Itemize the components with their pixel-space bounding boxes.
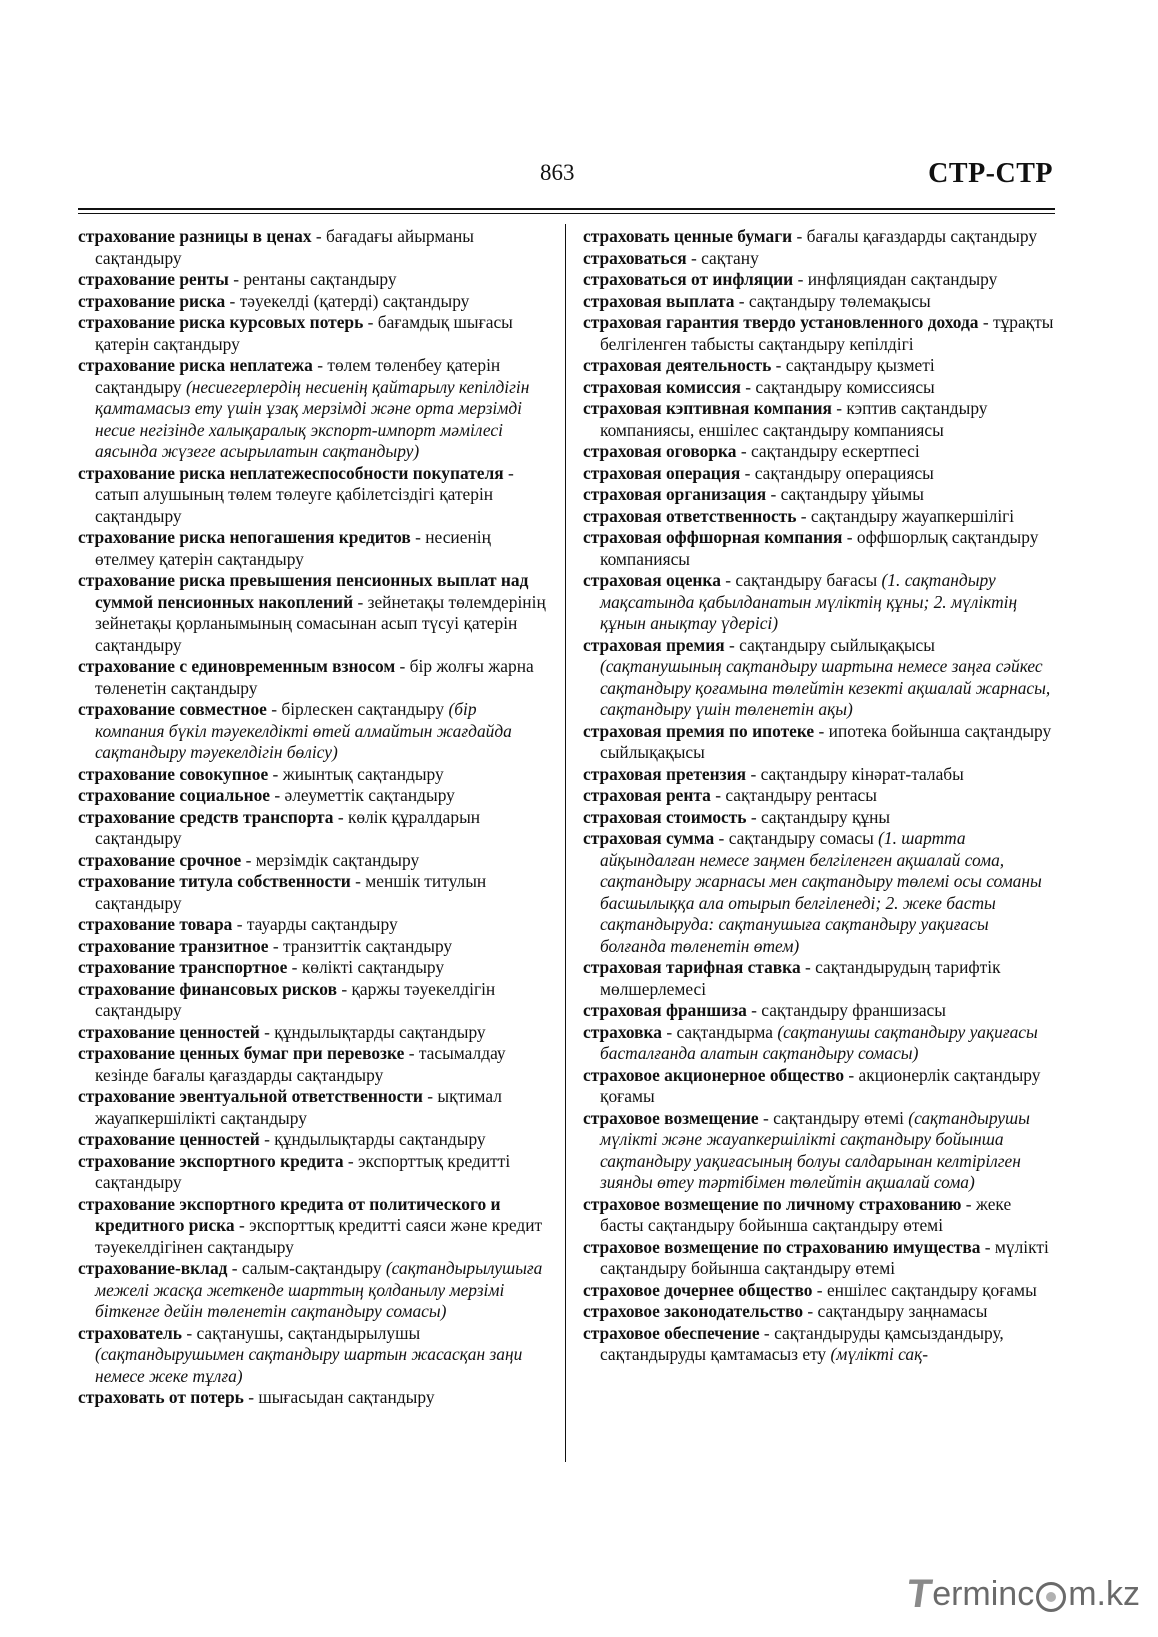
entry-term: страхование совокупное: [78, 763, 269, 784]
entry-definition: - салым-сақтандыру: [227, 1258, 386, 1278]
entry-term: страховое обеспечение: [583, 1322, 760, 1343]
entry-note: (несиегерлердің несиенің қайтарылу кепілдігін қамтамасыз ету үшін ұзақ мерзімді және орта мерзімді несие негізінде халықаралық экспорт-импорт мәмілесі аясында жүзеге асырылатын сақтандыру): [95, 376, 530, 461]
entry-term: страхование социальное: [78, 785, 271, 805]
entry-term: страхование совместное: [78, 699, 267, 719]
dictionary-entry: [583, 226, 1055, 248]
entry-definition: - сақтану: [686, 247, 759, 268]
entry-definition: - акционерлік сақтандыру қоғамы: [600, 1064, 1041, 1106]
entry-term: страхование товара: [78, 914, 233, 934]
entry-note: (сақтандырушымен сақтандыру шартын жасасқан заңи немесе жеке тұлға): [95, 1344, 523, 1386]
dictionary-entry: [583, 398, 1055, 441]
watermark-o-icon: [1036, 1582, 1066, 1612]
entry-note: (бір компания бүкіл тәуекелдікті өтей алмайтын жағдайда сақтандыру тәуекелдігін бөлісу): [95, 699, 512, 762]
dictionary-entry: [583, 807, 1055, 829]
entry-definition: - тәуекелді (қатерді) сақтандыру: [225, 290, 470, 311]
entry-term: страхование экспортного кредита от политического и кредитного риска: [78, 1193, 501, 1235]
dictionary-entry: [78, 1151, 548, 1194]
entry-definition: - сақтандыру өтемі: [758, 1107, 909, 1128]
entry-term: страхование экспортного кредита: [78, 1150, 344, 1171]
entry-term: страховая оценка: [583, 570, 721, 590]
entry-definition: - сатып алушының төлем төлеуге қабілетсіздігі қатерін сақтандыру: [95, 462, 514, 526]
dictionary-entry: [78, 291, 548, 313]
dictionary-entry: [583, 312, 1055, 355]
entry-definition: - сақтандырма: [661, 1021, 778, 1042]
entry-term: страховая комиссия: [583, 376, 741, 397]
entry-term: страховое возмещение по страхованию имущества: [583, 1236, 981, 1257]
dictionary-entry: [583, 484, 1055, 506]
entry-term: страхование финансовых рисков: [78, 978, 337, 999]
entry-term: страховая ответственность: [583, 505, 797, 526]
dictionary-entry: [78, 656, 548, 699]
entry-definition: - бағамдық шығасы қатерін сақтандыру: [95, 312, 513, 354]
dictionary-entry: [78, 1194, 548, 1259]
entry-note: (мүлікті сақ-: [830, 1344, 929, 1364]
entry-definition: - сақтандыру қызметі: [771, 355, 935, 375]
entry-term: страхование риска неплатежеспособности покупателя: [78, 462, 504, 483]
entry-definition: - меншік титулын сақтандыру: [95, 871, 487, 913]
entry-term: страховая стоимость: [583, 806, 747, 827]
dictionary-entry: [78, 871, 548, 914]
entry-definition: - сақтандыру бағасы: [720, 570, 882, 590]
column-divider: [565, 224, 566, 1462]
dictionary-entry: [583, 506, 1055, 528]
entry-term: страховая премия по ипотеке: [583, 720, 815, 741]
entry-term: страхование эвентуальной ответственности: [78, 1086, 423, 1106]
entry-term: страховая организация: [583, 484, 767, 504]
dictionary-entry: [583, 1301, 1055, 1323]
entry-term: страховая рента: [583, 785, 711, 805]
dictionary-entry: [583, 291, 1055, 313]
entry-term: страхование риска неплатежа: [78, 355, 313, 375]
header-rule-thin: [78, 213, 1055, 214]
entry-definition: - ықтимал жауапкершілікті сақтандыру: [95, 1086, 502, 1128]
entry-term: страховое дочернее общество: [583, 1279, 813, 1300]
entry-term: страховать ценные бумаги: [583, 226, 793, 246]
entry-definition: - сақтандыру төлемақысы: [734, 290, 931, 311]
entry-definition: - оффшорлық сақтандыру компаниясы: [600, 527, 1039, 569]
entry-term: страхование-вклад: [78, 1258, 228, 1278]
entry-note: (сақтанушының сақтандыру шартына немесе заңға сәйкес сақтандыру қоғамына төлейтін кезекті ақшалай жарнасы, сақтандыру үшін төленетін ақы): [600, 656, 1051, 719]
dictionary-entry: [78, 699, 548, 764]
entry-definition: - инфляциядан сақтандыру: [793, 269, 998, 289]
entry-note: (1. сақтандыру мақсатында қабылданатын мүліктің құны; 2. мүліктің құнын анықтау үдерісі): [600, 570, 1018, 633]
entry-definition: - қаржы тәуекелдігін сақтандыру: [95, 978, 496, 1020]
entry-term: страхование транспортное: [78, 957, 288, 977]
watermark-text-post: m.kz: [1068, 1575, 1140, 1613]
entry-definition: - еншілес сақтандыру қоғамы: [812, 1279, 1037, 1300]
entry-definition: - тұрақты белгіленген табысты сақтандыру кепілдігі: [600, 312, 1054, 354]
entry-definition: - жеке басты сақтандыру бойынша сақтандыру өтемі: [600, 1193, 1012, 1235]
entry-term: страховое законодательство: [583, 1301, 804, 1321]
watermark-text-pre: erminc: [932, 1575, 1035, 1613]
dictionary-entry: [78, 1043, 548, 1086]
dictionary-entry: [583, 441, 1055, 463]
entry-definition: - сақтандыру ұйымы: [766, 484, 924, 504]
entry-term: страховая претензия: [583, 763, 747, 784]
entry-definition: - сақтандыру операциясы: [740, 462, 934, 483]
entry-term: страховая тарифная ставка: [583, 957, 801, 977]
entry-term: страховая премия: [583, 634, 725, 655]
entry-note: (сақтандырушы мүлікті және жауапкершілікті сақтандыру бойынша сақтандыру уақиғасының болуы салдарынан келтірілген зиянды өтеу тәртібімен төлейтін ақшалай сома): [600, 1107, 1030, 1192]
entry-definition: - көлік құралдарын сақтандыру: [95, 806, 481, 848]
entry-definition: - сақтандыру рентасы: [710, 785, 877, 805]
entry-term: страхование транзитное: [78, 935, 269, 956]
dictionary-entry: [583, 355, 1055, 377]
section-label: СТР-СТР: [928, 158, 1053, 189]
entry-definition: - бағадағы айырманы сақтандыру: [95, 226, 474, 268]
entry-definition: - сақтандыру заңнамасы: [803, 1301, 988, 1321]
entry-definition: - мүлікті сақтандыру бойынша сақтандыру өтемі: [600, 1236, 1049, 1278]
dictionary-entry: [583, 1237, 1055, 1280]
entry-definition: - сақтандыру комиссиясы: [740, 376, 935, 397]
entry-term: страхование ренты: [78, 269, 229, 289]
dictionary-entry: [78, 463, 548, 528]
entry-definition: - тасымалдау кезінде бағалы қағаздарды сақтандыру: [95, 1043, 506, 1085]
entry-term: страховая оговорка: [583, 441, 737, 461]
entry-term: страховая кэптивная компания: [583, 398, 832, 418]
dictionary-entry: [583, 828, 1055, 957]
entry-term: страховаться от инфляции: [583, 269, 794, 289]
dictionary-entry: [78, 914, 548, 936]
entry-term: страховая сумма: [583, 828, 715, 848]
entry-definition: - сақтанушы, сақтандырылушы: [182, 1322, 421, 1343]
right-column: [583, 226, 1055, 1366]
entry-term: страховая франшиза: [583, 1000, 747, 1020]
entry-term: страховая деятельность: [583, 355, 772, 375]
entry-definition: - сақтандырудың тарифтік мөлшерлемесі: [600, 957, 1001, 999]
dictionary-entry: [583, 764, 1055, 786]
entry-definition: - сақтандыру сомасы: [714, 828, 879, 848]
entry-note: (сақтанушы сақтандыру уақиғасы басталғанда алатын сақтандыру сомасы): [600, 1021, 1038, 1063]
dictionary-entry: [583, 463, 1055, 485]
dictionary-entry: [583, 1000, 1055, 1022]
dictionary-entry: [78, 1323, 548, 1388]
entry-definition: - әлеуметтік сақтандыру: [270, 785, 455, 805]
entry-term: страхование срочное: [78, 849, 242, 870]
page-number: 863: [540, 160, 575, 185]
entry-term: страхование ценных бумаг при перевозке: [78, 1043, 405, 1063]
entry-note: (сақтандырылушыға межелі жасқа жеткенде шарттың қолданылу мерзімі біткенге дейін төленетін сақтандыру сомасы): [95, 1258, 543, 1321]
dictionary-entry: [78, 807, 548, 850]
entry-term: страхование ценностей: [78, 1129, 260, 1149]
dictionary-entry: [78, 269, 548, 291]
dictionary-entry: [78, 1258, 548, 1323]
dictionary-entry: [583, 785, 1055, 807]
dictionary-entry: [78, 355, 548, 463]
entry-definition: - сақтандыру франшизасы: [746, 1000, 946, 1020]
entry-definition: - көлікті сақтандыру: [287, 957, 445, 977]
watermark-logo: [903, 1572, 1140, 1617]
dictionary-entry: [78, 1022, 548, 1044]
entry-definition: - бағалы қағаздарды сақтандыру: [792, 226, 1038, 246]
entry-definition: - мерзімдік сақтандыру: [241, 849, 420, 870]
dictionary-entry: [78, 1086, 548, 1129]
entry-definition: - зейнетақы төлемдерінің зейнетақы қорланымының сомасынан асып түсуі қатерін сақтандыру: [95, 591, 546, 655]
dictionary-entry: [78, 226, 548, 269]
dictionary-entry: [78, 527, 548, 570]
entry-definition: - сақтандыру сыйлықақысы: [724, 634, 935, 655]
entry-definition: - құндылықтарды сақтандыру: [259, 1021, 486, 1042]
entry-definition: - экспорттық кредитті саяси және кредит тәуекелдігінен сақтандыру: [95, 1215, 543, 1257]
entry-term: страховая гарантия твердо установленного дохода: [583, 312, 979, 332]
entry-term: страховаться: [583, 247, 687, 268]
entry-definition: - тауарды сақтандыру: [232, 914, 398, 934]
dictionary-entry: [583, 635, 1055, 721]
dictionary-entry: [583, 527, 1055, 570]
header-rule: [78, 208, 1055, 210]
entry-definition: - сақтандыру кінәрат-талабы: [746, 763, 964, 784]
entry-term: страховое возмещение по личному страхованию: [583, 1193, 962, 1214]
watermark-t: T: [903, 1572, 935, 1616]
entry-definition: - бірлескен сақтандыру: [266, 699, 449, 719]
entry-definition: - шығасыдан сақтандыру: [243, 1387, 435, 1407]
entry-definition: - несиенің өтелмеу қатерін сақтандыру: [95, 527, 491, 569]
entry-term: страхование риска превышения пенсионных выплат над суммой пенсионных накоплений: [78, 570, 529, 612]
entry-term: страхование риска непогашения кредитов: [78, 527, 411, 547]
dictionary-entry: [78, 936, 548, 958]
dictionary-entry: [583, 1022, 1055, 1065]
entry-definition: - рентаны сақтандыру: [228, 269, 397, 289]
entry-definition: - сақтандыру құны: [746, 806, 891, 827]
dictionary-entry: [78, 1129, 548, 1151]
entry-term: страховая оффшорная компания: [583, 527, 843, 547]
entry-definition: - төлем төленбеу қатерін сақтандыру: [95, 355, 501, 397]
entry-term: страхование разницы в ценах: [78, 226, 312, 246]
dictionary-entry: [583, 1194, 1055, 1237]
entry-definition: - сақтандыру жауапкершілігі: [796, 505, 1015, 526]
dictionary-entry: [583, 377, 1055, 399]
dictionary-entry: [78, 312, 548, 355]
entry-definition: - жиынтық сақтандыру: [268, 763, 444, 784]
entry-definition: - құндылықтарды сақтандыру: [259, 1129, 486, 1149]
entry-definition: - ипотека бойынша сақтандыру сыйлықақысы: [600, 720, 1052, 762]
entry-term: страховое акционерное общество: [583, 1064, 845, 1085]
entry-term: страхование средств транспорта: [78, 806, 334, 827]
entry-term: страхователь: [78, 1322, 182, 1343]
dictionary-entry: [583, 1065, 1055, 1108]
entry-definition: - сақтандыру ескертпесі: [736, 441, 920, 461]
dictionary-entry: [78, 570, 548, 656]
entry-term: страхование ценностей: [78, 1021, 260, 1042]
entry-term: страховка: [583, 1021, 662, 1042]
entry-term: страховая выплата: [583, 290, 735, 311]
dictionary-entry: [583, 248, 1055, 270]
entry-term: страхование с единовременным взносом: [78, 656, 396, 676]
dictionary-entry: [583, 957, 1055, 1000]
dictionary-entry: [583, 1323, 1055, 1366]
entry-term: страховое возмещение: [583, 1107, 759, 1128]
dictionary-entry: [583, 570, 1055, 635]
entry-term: страхование титула собственности: [78, 871, 351, 891]
dictionary-entry: [78, 850, 548, 872]
entry-term: страхование риска курсовых потерь: [78, 312, 364, 332]
dictionary-entry: [583, 1108, 1055, 1194]
dictionary-entry: [78, 979, 548, 1022]
dictionary-entry: [583, 1280, 1055, 1302]
dictionary-entry: [78, 1387, 548, 1409]
dictionary-entry: [583, 721, 1055, 764]
entry-term: страхование риска: [78, 290, 226, 311]
entry-term: страховая операция: [583, 462, 741, 483]
entry-definition: - экспорттық кредитті сақтандыру: [95, 1150, 511, 1192]
dictionary-entry: [78, 785, 548, 807]
dictionary-entry: [78, 957, 548, 979]
left-column: [78, 226, 548, 1409]
entry-definition: - сақтандыруды қамсыздандыру, сақтандыруды қамтамасыз ету: [600, 1322, 1004, 1364]
entry-definition: - кэптив сақтандыру компаниясы, еншілес сақтандыру компаниясы: [600, 398, 988, 440]
entry-definition: - бір жолғы жарна төленетін сақтандыру: [95, 656, 534, 698]
entry-definition: - транзиттік сақтандыру: [268, 935, 453, 956]
dictionary-entry: [583, 269, 1055, 291]
dictionary-entry: [78, 764, 548, 786]
entry-note: (1. шартта айқындалған немесе заңмен белгіленген ақшалай сома, сақтандыру жарнасы мен сақтандыру төлемі осы соманы басшылыққа ала отырып белгіленеді; 2. жеке басты сақтандыруда: сақтанушыға сақтандыру уақиғасы болғанда төленетін өтем): [600, 828, 1042, 956]
entry-term: страховать от потерь: [78, 1387, 244, 1407]
